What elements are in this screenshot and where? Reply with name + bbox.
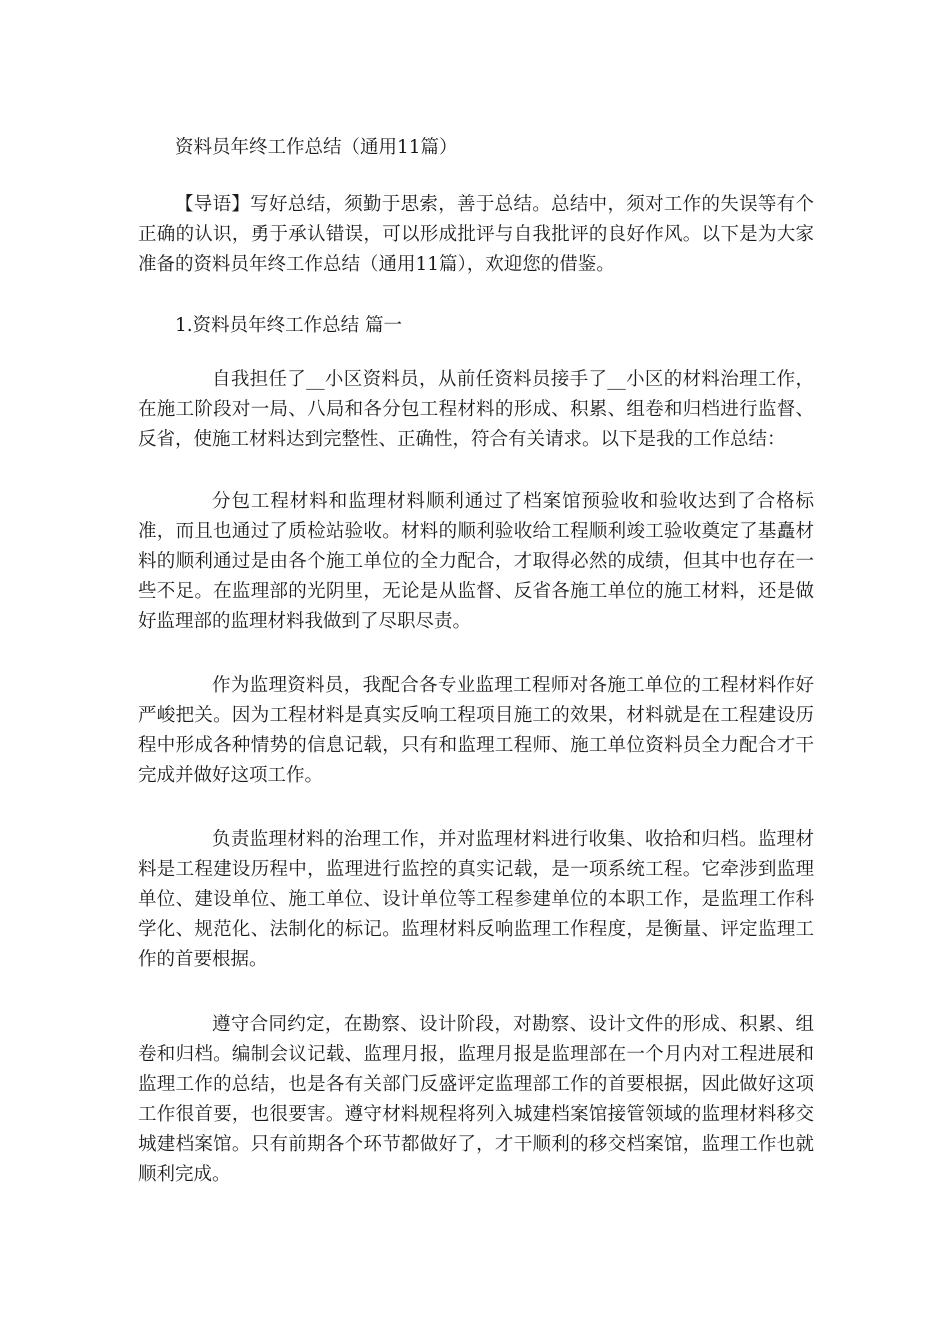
body-paragraph: 遵守合同约定，在勘察、设计阶段，对勘察、设计文件的形成、积累、组卷和归档。编制会议记载、监理月报，监理月报是监理部在一个月内对工程进展和监理工作的总结，也是各有关部门反盛评定监理部工作的首要根据，因此做好这项工作很首要，也很要害。遵守材料规程将列入城建档案馆接管领域的监理材料移交城建档案馆。只有前期各个环节都做好了，才干顺利的移交档案馆，监理工作也就顺利完成。 — [138, 1014, 814, 1185]
body-paragraph: 自我担任了__小区资料员，从前任资料员接手了__小区的材料治理工作，在施工阶段对一局、八局和各分包工程材料的形成、积累、组卷和归档进行监督、反省，使施工材料达到完整性、正确性，符合有关请求。以下是我的工作总结： — [138, 369, 814, 450]
body-paragraph: 分包工程材料和监理材料顺利通过了档案馆预验收和验收达到了合格标准，而且也通过了质检站验收。材料的顺利验收给工程顺利竣工验收奠定了基矗材料的顺利通过是由各个施工单位的全力配合，才取得必然的成绩，但其中也存在一些不足。在监理部的光阴里，无论是从监督、反省各施工单位的施工材料，还是做好监理部的监理材料我做到了尽职尽责。 — [138, 491, 814, 632]
body-paragraph: 作为监理资料员，我配合各专业监理工程师对各施工单位的工程材料作好严峻把关。因为工程材料是真实反响工程项目施工的效果，材料就是在工程建设历程中形成各种情势的信息记载，只有和监理工程师、施工单位资料员全力配合才干完成并做好这项工作。 — [138, 675, 814, 786]
intro-paragraph: 【导语】写好总结，须勤于思索，善于总结。总结中，须对工作的失误等有个正确的认识，勇于承认错误，可以形成批评与自我批评的良好作风。以下是为大家准备的资料员年终工作总结（通用11篇），欢迎您的借鉴。 — [138, 194, 814, 275]
body-paragraph: 负责监理材料的治理工作，并对监理材料进行收集、收拾和归档。监理材料是工程建设历程中，监理进行监控的真实记载，是一项系统工程。它牵涉到监理单位、建设单位、施工单位、设计单位等工程参建单位的本职工作，是监理工作科学化、规范化、法制化的标记。监理材料反响监理工作程度，是衡量、评定监理工作的首要根据。 — [138, 829, 814, 970]
section-heading: 1.资料员年终工作总结 篇一 — [175, 315, 403, 336]
document-title: 资料员年终工作总结（通用11篇） — [175, 137, 458, 158]
